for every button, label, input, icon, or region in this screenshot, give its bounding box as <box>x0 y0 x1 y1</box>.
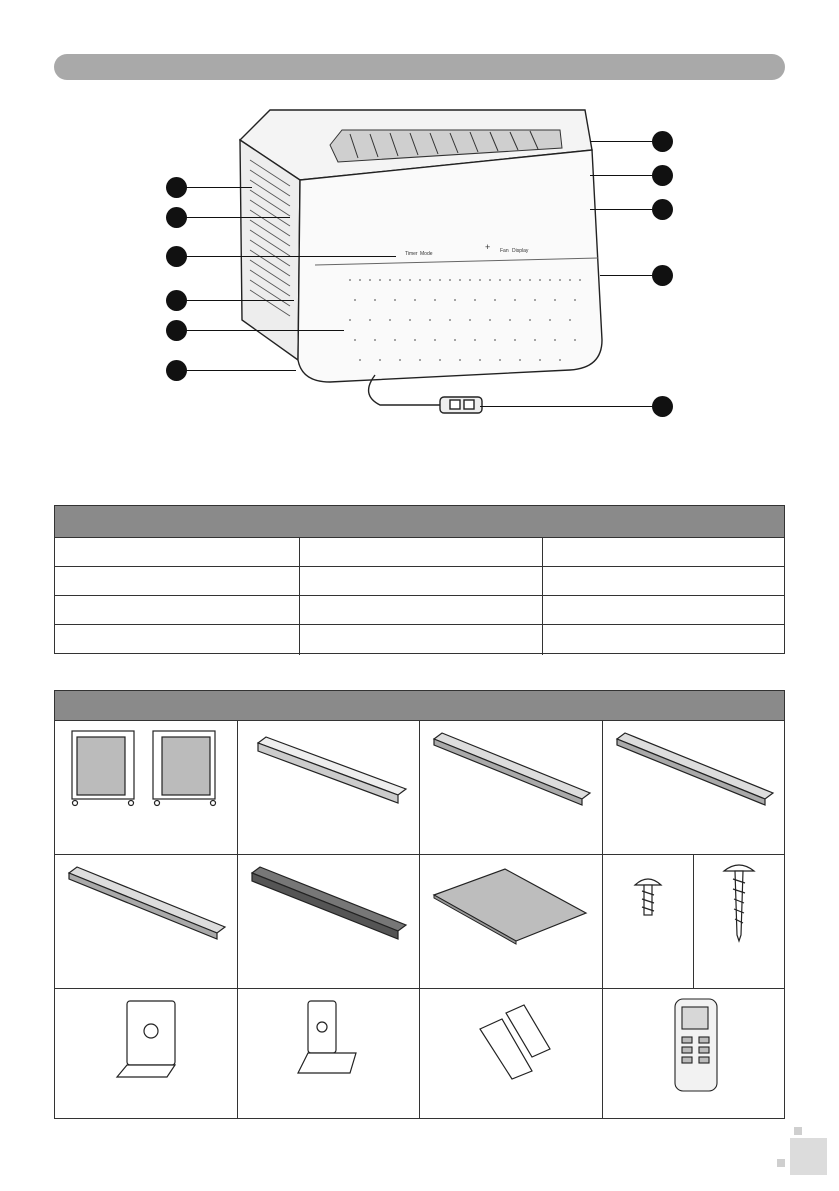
accessory-cell <box>55 720 238 854</box>
side-curtain-panels-icon <box>55 721 238 855</box>
panel-plus-label: + <box>485 242 491 252</box>
long-screw-icon <box>694 855 784 989</box>
foam-strip-icon <box>420 721 603 855</box>
accessory-cell <box>55 854 238 988</box>
table-row <box>55 537 784 568</box>
table-cell <box>542 538 784 568</box>
callout-leader <box>186 217 290 218</box>
callout-marker <box>652 165 673 186</box>
corner-decoration <box>794 1127 802 1135</box>
accessory-cell <box>603 854 694 988</box>
corner-decoration <box>777 1159 785 1167</box>
callout-leader <box>590 141 652 142</box>
callout-marker <box>652 131 673 152</box>
accessory-cell <box>55 988 238 1119</box>
table-row <box>55 624 784 655</box>
callout-marker <box>166 177 187 198</box>
accessory-cell <box>238 854 420 988</box>
accessories-header <box>55 691 784 720</box>
callout-leader <box>186 300 294 301</box>
accessory-cell <box>694 854 784 988</box>
callout-leader <box>186 187 252 188</box>
table-cell <box>299 567 544 597</box>
callout-leader <box>186 330 344 331</box>
foam-strip-icon <box>55 855 238 989</box>
callout-marker <box>166 360 187 381</box>
foam-pad-icon <box>420 855 603 989</box>
spec-table-header <box>55 506 784 537</box>
spec-table <box>54 505 785 654</box>
panel-fan-label: Fan <box>500 248 509 254</box>
callout-leader <box>186 370 296 371</box>
l-bracket-small-icon <box>238 989 420 1120</box>
accessory-cell <box>238 988 420 1119</box>
callout-marker <box>166 320 187 341</box>
table-cell <box>299 625 544 655</box>
table-cell <box>542 625 784 655</box>
panel-display-label: Display <box>512 248 529 254</box>
callout-marker <box>652 265 673 286</box>
callout-leader <box>186 256 396 257</box>
accessory-cell <box>603 988 784 1119</box>
dark-foam-strip-icon <box>238 855 420 989</box>
remote-control-icon <box>603 989 784 1120</box>
foam-strip-icon <box>603 721 784 855</box>
accessories-table <box>54 690 785 1119</box>
power-cord-plug <box>369 375 482 413</box>
accessory-cell <box>238 720 420 854</box>
table-cell <box>299 596 544 626</box>
table-cell <box>542 596 784 626</box>
batteries-icon <box>420 989 603 1120</box>
callout-leader <box>480 406 652 407</box>
top-rail-icon <box>238 721 420 855</box>
l-bracket-icon <box>55 989 238 1120</box>
accessory-cell <box>603 720 784 854</box>
section-title-bar <box>54 54 785 80</box>
accessory-cell <box>420 720 603 854</box>
short-screw-icon <box>603 855 694 989</box>
table-row <box>55 595 784 626</box>
callout-leader <box>600 275 652 276</box>
table-cell <box>299 538 544 568</box>
callout-marker <box>652 396 673 417</box>
callout-leader <box>590 175 652 176</box>
panel-mode-label: Mode <box>420 251 433 257</box>
panel-timer-label: Timer <box>405 251 418 257</box>
accessory-cell <box>420 988 603 1119</box>
callout-marker <box>166 290 187 311</box>
accessory-cell <box>420 854 603 988</box>
callout-leader <box>590 209 652 210</box>
table-cell <box>542 567 784 597</box>
callout-marker <box>652 199 673 220</box>
table-row <box>55 566 784 597</box>
air-conditioner-illustration <box>230 100 620 430</box>
callout-marker <box>166 207 187 228</box>
callout-marker <box>166 246 187 267</box>
corner-decoration <box>790 1138 827 1175</box>
